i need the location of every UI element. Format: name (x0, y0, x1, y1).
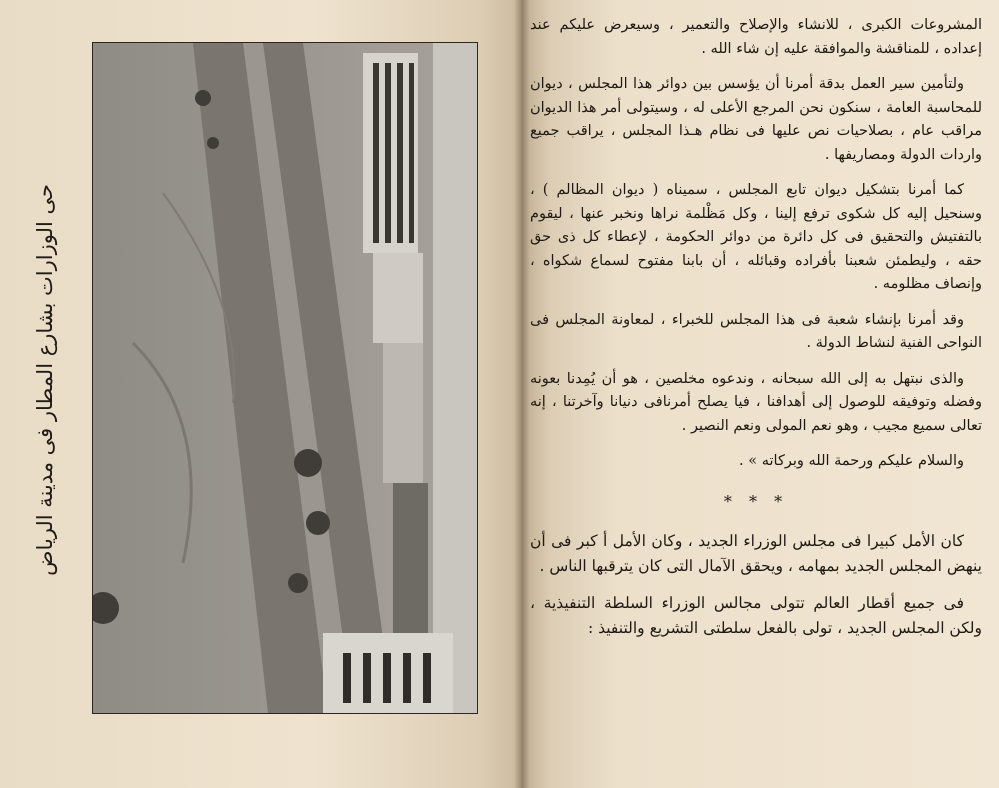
paragraph: المشروعات الكبرى ، للانشاء والإصلاح والتعمير ، وسيعرض عليكم عند إعداده ، للمناقشة والموافقة عليه إن شاء الله . (530, 17, 982, 57)
photo-caption: حى الوزارات بشارع المطار فى مدينة الرياض (33, 184, 57, 576)
photo-icon (93, 43, 477, 713)
caption-container (8, 40, 82, 720)
paragraph: ولتأمين سير العمل بدقة أمرنا أن يؤسس بين دوائر هذا المجلس ، ديوان للمحاسبة العامة ، سنكون نحن المرجع الأعلى له ، وسيتولى أمر هذا الديوان مراقب عام ، بصلاحيات نص عليها فى نظام هـذا المجلس ، يراقب جميع واردات الدولة ومصاريفها . (530, 76, 982, 163)
street-photograph (92, 42, 478, 714)
paragraph: فى جميع أقطار العالم تتولى مجالس الوزراء السلطة التنفيذية ، ولكن المجلس الجديد ، تولى بالفعل سلطتى التشريع والتنفيذ : (530, 594, 982, 637)
text-body (530, 14, 982, 653)
book-gutter (514, 0, 530, 788)
paragraph: والذى نبتهل به إلى الله سبحانه ، وندعوه مخلصين ، هو أن يُمِدنا بعونه وفضله وتوفيقه للوصول إلى أهدافنا ، فيا يصلح أمرنافى دنيانا وآخرتنا ، إنه تعالى سميع مجيب ، وهو نعم المولى ونعم النصير . (530, 370, 982, 434)
section-separator: * * * (723, 491, 789, 511)
paragraph: كما أمرنا بتشكيل ديوان تابع المجلس ، سميناه ( ديوان المظالم ) ، وسنحيل إليه كل شكوى ترفع إلينا ، وكل مَظْلمة نراها ونخبر عنها ، ليقوم بالتفتيش والتحقيق فى كل دائرة من دوائر الحكومة ، لإعطاء كل ذى حق حقه ، وليطمئن شعبنا بأفراده وقبائله ، أن بابنا مفتوح لسماع شكواه ، وإنصاف مظلومه . (530, 182, 982, 292)
paragraph: كان الأمل كبيرا فى مجلس الوزراء الجديد ، وكان الأمل أ كبر فى أن ينهض المجلس الجديد بمهامه ، ويحقق الآمال التى كان يترقبها الناس . (530, 532, 982, 575)
paragraph: وقد أمرنا بإنشاء شعبة فى هذا المجلس للخبراء ، لمعاونة المجلس فى النواحى الفنية لنشاط الدولة . (530, 311, 982, 351)
paragraph: والسلام عليكم ورحمة الله وبركاته » . (739, 453, 964, 469)
